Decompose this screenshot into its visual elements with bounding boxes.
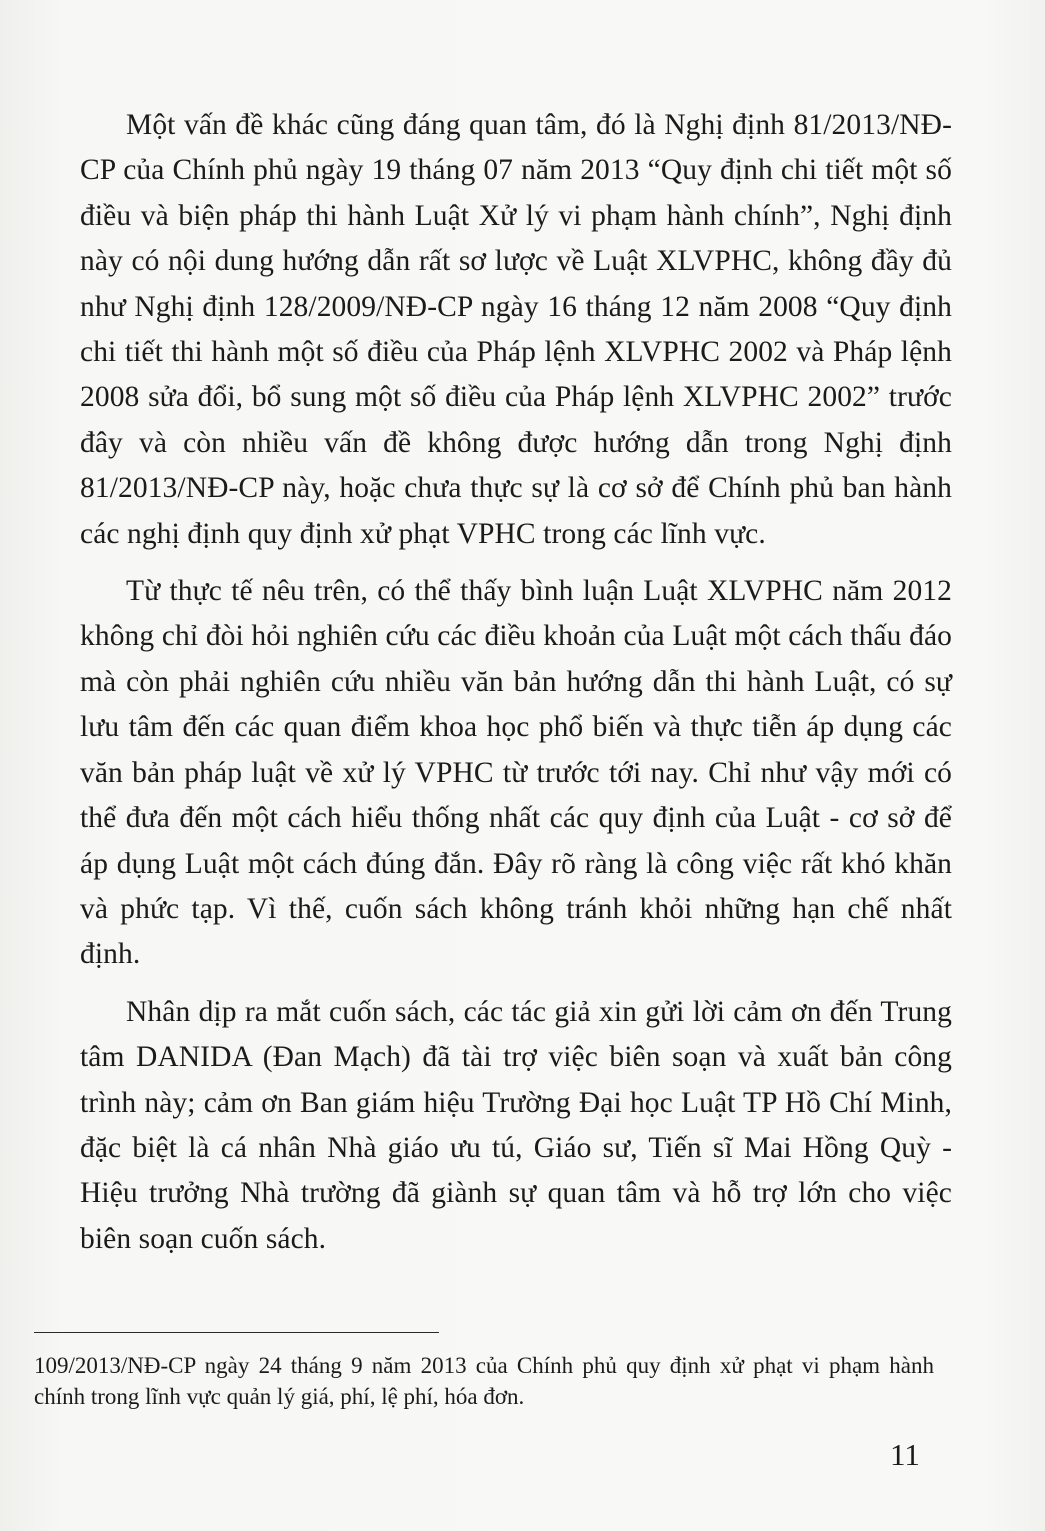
paragraph-decree-81: Một vấn đề khác cũng đáng quan tâm, đó là Nghị định 81/2013/NĐ-CP của Chính phủ ngày 19 tháng 07 năm 2013 “Quy định chi tiết một số điều và biện pháp thi hành Luật Xử lý vi phạm hành chính”, Nghị định này có nội dung hướng dẫn rất sơ lược về Luật XLVPHC, không đầy đủ như Nghị định 128/2009/NĐ-CP ngày 16 tháng 12 năm 2008 “Quy định chi tiết thi hành một số điều của Pháp lệnh XLVPHC 2002 và Pháp lệnh 2008 sửa đổi, bổ sung một số điều của Pháp lệnh XLVPHC 2002” trước đây và còn nhiều vấn đề không được hướng dẫn trong Nghị định 81/2013/NĐ-CP này, hoặc chưa thực sự là cơ sở để Chính phủ ban hành các nghị định quy định xử phạt VPHC trong các lĩnh vực. — [80, 109, 952, 550]
footnote: 109/2013/NĐ-CP ngày 24 tháng 9 năm 2013 của Chính phủ quy định xử phạt vi phạm hành chính trong lĩnh vực quản lý giá, phí, lệ phí, hóa đơn. — [34, 1353, 934, 1409]
footnote-divider — [34, 1332, 439, 1333]
main-text — [80, 103, 952, 1262]
paragraph-acknowledgements: Nhân dịp ra mắt cuốn sách, các tác giả xin gửi lời cảm ơn đến Trung tâm DANIDA (Đan Mạch) đã tài trợ việc biên soạn và xuất bản công trình này; cảm ơn Ban giám hiệu Trường Đại học Luật TP Hồ Chí Minh, đặc biệt là cá nhân Nhà giáo ưu tú, Giáo sư, Tiến sĩ Mai Hồng Quỳ - Hiệu trưởng Nhà trường đã giành sự quan tâm và hỗ trợ lớn cho việc biên soạn cuốn sách. — [80, 995, 952, 1255]
paragraph-commentary-requirements: Từ thực tế nêu trên, có thể thấy bình luận Luật XLVPHC năm 2012 không chỉ đòi hỏi nghiên cứu các điều khoản của Luật một cách thấu đáo mà còn phải nghiên cứu nhiều văn bản hướng dẫn thi hành Luật, có sự lưu tâm đến các quan điểm khoa học phổ biến và thực tiễn áp dụng các văn bản pháp luật về xử lý VPHC từ trước tới nay. Chỉ như vậy mới có thể đưa đến một cách hiểu thống nhất các quy định của Luật - cơ sở để áp dụng Luật một cách đúng đắn. Đây rõ ràng là công việc rất khó khăn và phức tạp. Vì thế, cuốn sách không tránh khỏi những hạn chế nhất định. — [80, 575, 952, 971]
page-number: 11 — [890, 1437, 920, 1472]
